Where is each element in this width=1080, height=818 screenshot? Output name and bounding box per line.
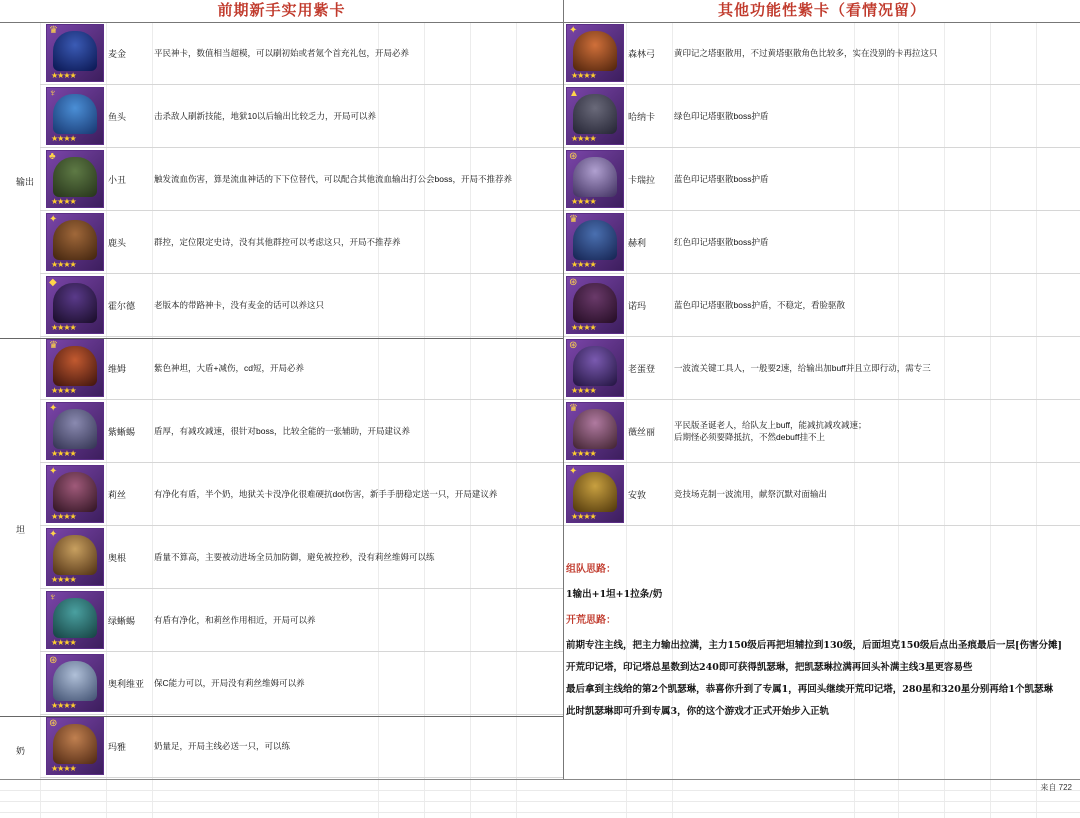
- hero-face: [573, 409, 617, 449]
- card-row: [564, 211, 1080, 274]
- row-divider: [40, 777, 563, 778]
- card-row: [0, 463, 563, 526]
- star-rating: ★★★★: [571, 449, 596, 458]
- hero-face: [53, 220, 97, 260]
- hero-description: 蓝色印记塔驱散boss护盾，不稳定，看脸驱散: [674, 300, 845, 310]
- note-paragraph: 前期专注主线，把主力输出拉满，主力150级后再把坦辅拉到130级，后面坦克150级后点出圣痕最后一层[伤害分摊]: [566, 640, 1062, 651]
- star-rating: ★★★★: [571, 134, 596, 143]
- card-row: [0, 715, 563, 778]
- card-row: [564, 463, 1080, 526]
- hero-description: 群控，定位限定史诗，没有其他群控可以考虑这只，开局不推荐养: [154, 237, 401, 247]
- hero-name: 诺玛: [628, 301, 647, 311]
- note-paragraph: 最后拿到主线给的第2个凯瑟琳，恭喜你升到了专属1，再回头继续开荒印记塔，280星和320星分别再给1个凯瑟琳: [566, 684, 1053, 695]
- hero-name: 老蛋登: [628, 364, 656, 374]
- hero-face: [53, 283, 97, 323]
- faction-emblem-icon: ♛: [569, 403, 578, 414]
- hero-portrait: [46, 24, 104, 82]
- hero-portrait: [566, 213, 624, 271]
- card-row: [0, 274, 563, 337]
- hero-portrait: [46, 87, 104, 145]
- hero-portrait: [566, 402, 624, 460]
- faction-emblem-icon: ▲: [569, 88, 579, 99]
- faction-emblem-icon: ✦: [49, 466, 58, 477]
- hero-description: 保C能力可以，开局没有莉丝维姆可以养: [154, 678, 305, 688]
- hero-face: [573, 283, 617, 323]
- hero-name: 麦金: [108, 49, 127, 59]
- star-rating: ★★★★: [51, 449, 76, 458]
- hero-portrait: [566, 24, 624, 82]
- faction-emblem-icon: ♛: [569, 214, 578, 225]
- hero-name: 奥利维亚: [108, 679, 145, 689]
- hero-name: 莉丝: [108, 490, 127, 500]
- faction-emblem-icon: ✦: [569, 466, 578, 477]
- star-rating: ★★★★: [571, 512, 596, 521]
- star-rating: ★★★★: [571, 386, 596, 395]
- note-paragraph: 此时凯瑟琳即可升到专属3，你的这个游戏才正式开始步入正轨: [566, 706, 830, 717]
- card-row: [564, 337, 1080, 400]
- card-row: [0, 652, 563, 715]
- star-rating: ★★★★: [571, 197, 596, 206]
- hero-portrait: [46, 465, 104, 523]
- star-rating: ★★★★: [51, 197, 76, 206]
- team-heading: 组队思路：: [566, 564, 616, 575]
- star-rating: ★★★★: [51, 386, 76, 395]
- row-divider: [564, 525, 1080, 526]
- hero-name: 安敦: [628, 490, 647, 500]
- hero-face: [573, 472, 617, 512]
- hero-description: 一波流关键工具人，一般要2速，给输出加buff并且立即行动，需专三: [674, 363, 931, 373]
- star-rating: ★★★★: [571, 323, 596, 332]
- faction-emblem-icon: ♛: [49, 25, 58, 36]
- star-rating: ★★★★: [51, 71, 76, 80]
- hero-name: 薇丝丽: [628, 427, 656, 437]
- hero-name: 小丑: [108, 175, 127, 185]
- hero-face: [53, 157, 97, 197]
- star-rating: ★★★★: [51, 701, 76, 710]
- hero-description: 有盾有净化，和莉丝作用相近，开局可以养: [154, 615, 316, 625]
- hero-face: [53, 346, 97, 386]
- star-rating: ★★★★: [51, 764, 76, 773]
- hero-portrait: [46, 402, 104, 460]
- hero-description: 蓝色印记塔驱散boss护盾: [674, 174, 769, 184]
- hero-name: 玛雅: [108, 742, 127, 752]
- grid-row-line: [0, 790, 1080, 791]
- faction-emblem-icon: ♆: [49, 88, 57, 99]
- faction-emblem-icon: ⊛: [569, 151, 578, 162]
- grid-row-line: [0, 812, 1080, 813]
- card-row: [564, 274, 1080, 337]
- card-row: [0, 400, 563, 463]
- right-panel-title: 其他功能性紫卡（看情况留）: [564, 0, 1080, 23]
- faction-emblem-icon: ✦: [569, 25, 578, 36]
- faction-emblem-icon: ⊛: [49, 718, 58, 729]
- hero-description: 红色印记塔驱散boss护盾: [674, 237, 769, 247]
- hero-face: [573, 346, 617, 386]
- hero-name: 奥根: [108, 553, 127, 563]
- star-rating: ★★★★: [51, 134, 76, 143]
- hero-description-line2: 后期怪必须要降抵抗，不然debuff挂不上: [674, 432, 825, 442]
- hero-face: [573, 157, 617, 197]
- category-healer: 奶: [16, 746, 26, 756]
- star-rating: ★★★★: [571, 71, 596, 80]
- card-row: [0, 211, 563, 274]
- hero-name: 赫利: [628, 238, 647, 248]
- faction-emblem-icon: ♣: [49, 151, 56, 162]
- card-row: [564, 85, 1080, 148]
- hero-face: [573, 94, 617, 134]
- card-row: [564, 400, 1080, 463]
- hero-portrait: [566, 87, 624, 145]
- category-tank: 坦: [16, 525, 26, 535]
- hero-description: 平民神卡，数值相当超模，可以刷初始或者氪个首充礼包，开局必养: [154, 48, 410, 58]
- hero-description: 老版本的带路神卡，没有麦金的话可以养这只: [154, 300, 325, 310]
- hero-name: 鹿头: [108, 238, 127, 248]
- hero-face: [53, 661, 97, 701]
- hero-portrait: [566, 276, 624, 334]
- hero-name: 维姆: [108, 364, 127, 374]
- card-row: [0, 589, 563, 652]
- hero-description: 击杀敌人刷新技能，地狱10以后输出比较乏力，开局可以养: [154, 111, 376, 121]
- hero-description: 盾量不算高，主要被动进场全员加防御，避免被控秒，没有莉丝维姆可以练: [154, 552, 435, 562]
- card-row: [564, 148, 1080, 211]
- hero-portrait: [46, 339, 104, 397]
- hero-portrait: [46, 276, 104, 334]
- footer-divider: [0, 779, 1080, 780]
- star-rating: ★★★★: [51, 323, 76, 332]
- faction-emblem-icon: ⊛: [569, 277, 578, 288]
- team-text: 1输出+1坦+1拉条/奶: [566, 589, 663, 600]
- hero-description: 触发流血伤害，算是流血神话的下下位替代，可以配合其他流血输出打公会boss，开局不推荐养: [154, 174, 512, 184]
- hero-face: [573, 31, 617, 71]
- note-paragraph: 开荒印记塔，印记塔总星数到达240即可获得凯瑟琳，把凯瑟琳拉满再回头补满主线3星更容易些: [566, 662, 973, 673]
- hero-portrait: [566, 150, 624, 208]
- strategy-notes: [566, 560, 1078, 728]
- hero-description: 绿色印记塔驱散boss护盾: [674, 111, 769, 121]
- hero-description: 有净化有盾，半个奶，地狱关卡没净化很难硬抗dot伤害，新手手册稳定送一只，开局建议养: [154, 489, 498, 499]
- hero-portrait: [566, 339, 624, 397]
- star-rating: ★★★★: [51, 638, 76, 647]
- hero-portrait: [566, 465, 624, 523]
- card-row: [0, 526, 563, 589]
- star-rating: ★★★★: [51, 260, 76, 269]
- hero-name: 紫蜥蜴: [108, 427, 136, 437]
- card-row: [564, 22, 1080, 85]
- hero-description: 竞技场克制一波流用，献祭沉默对面输出: [674, 489, 828, 499]
- star-rating: ★★★★: [571, 260, 596, 269]
- faction-emblem-icon: ⊛: [569, 340, 578, 351]
- hero-face: [53, 535, 97, 575]
- hero-portrait: [46, 717, 104, 775]
- faction-emblem-icon: ◆: [49, 277, 57, 288]
- hero-face: [53, 94, 97, 134]
- hero-face: [53, 409, 97, 449]
- hero-name: 霍尔德: [108, 301, 136, 311]
- hero-name: 鱼头: [108, 112, 127, 122]
- hero-name: 绿蜥蜴: [108, 616, 136, 626]
- hero-face: [53, 598, 97, 638]
- hero-face: [53, 31, 97, 71]
- hero-face: [53, 472, 97, 512]
- hero-name: 森林弓: [628, 49, 656, 59]
- hero-name: 哈纳卡: [628, 112, 656, 122]
- hero-name: 卡瑞拉: [628, 175, 656, 185]
- card-row: [0, 85, 563, 148]
- hero-description: 平民版圣诞老人，给队友上buff，能减抗减攻减速；: [674, 420, 867, 430]
- faction-emblem-icon: ✦: [49, 214, 58, 225]
- hero-description: 奶量足，开局主线必送一只，可以练: [154, 741, 291, 751]
- hero-description: 黄印记之塔驱散用，不过黄塔驱散角色比较多，实在没别的卡再拉这只: [674, 48, 938, 58]
- open-heading: 开荒思路：: [566, 615, 616, 626]
- faction-emblem-icon: ✦: [49, 403, 58, 414]
- hero-portrait: [46, 528, 104, 586]
- hero-portrait: [46, 213, 104, 271]
- hero-description: 盾厚，有减攻减速，很针对boss，比较全能的一张辅助，开局建议养: [154, 426, 410, 436]
- hero-face: [573, 220, 617, 260]
- star-rating: ★★★★: [51, 512, 76, 521]
- hero-portrait: [46, 654, 104, 712]
- card-row: [0, 148, 563, 211]
- footer-text: 来自 722: [1040, 783, 1072, 792]
- hero-portrait: [46, 150, 104, 208]
- category-dps: 输出: [16, 177, 35, 187]
- faction-emblem-icon: ✦: [49, 529, 58, 540]
- hero-description: 紫色神坦，大盾+减伤，cd短，开局必养: [154, 363, 304, 373]
- card-row: [0, 337, 563, 400]
- faction-emblem-icon: ♆: [49, 592, 57, 603]
- hero-portrait: [46, 591, 104, 649]
- left-panel-title: 前期新手实用紫卡: [0, 0, 563, 23]
- grid-row-line: [0, 801, 1080, 802]
- hero-face: [53, 724, 97, 764]
- faction-emblem-icon: ⊛: [49, 655, 58, 666]
- card-row: [0, 22, 563, 85]
- faction-emblem-icon: ♛: [49, 340, 58, 351]
- star-rating: ★★★★: [51, 575, 76, 584]
